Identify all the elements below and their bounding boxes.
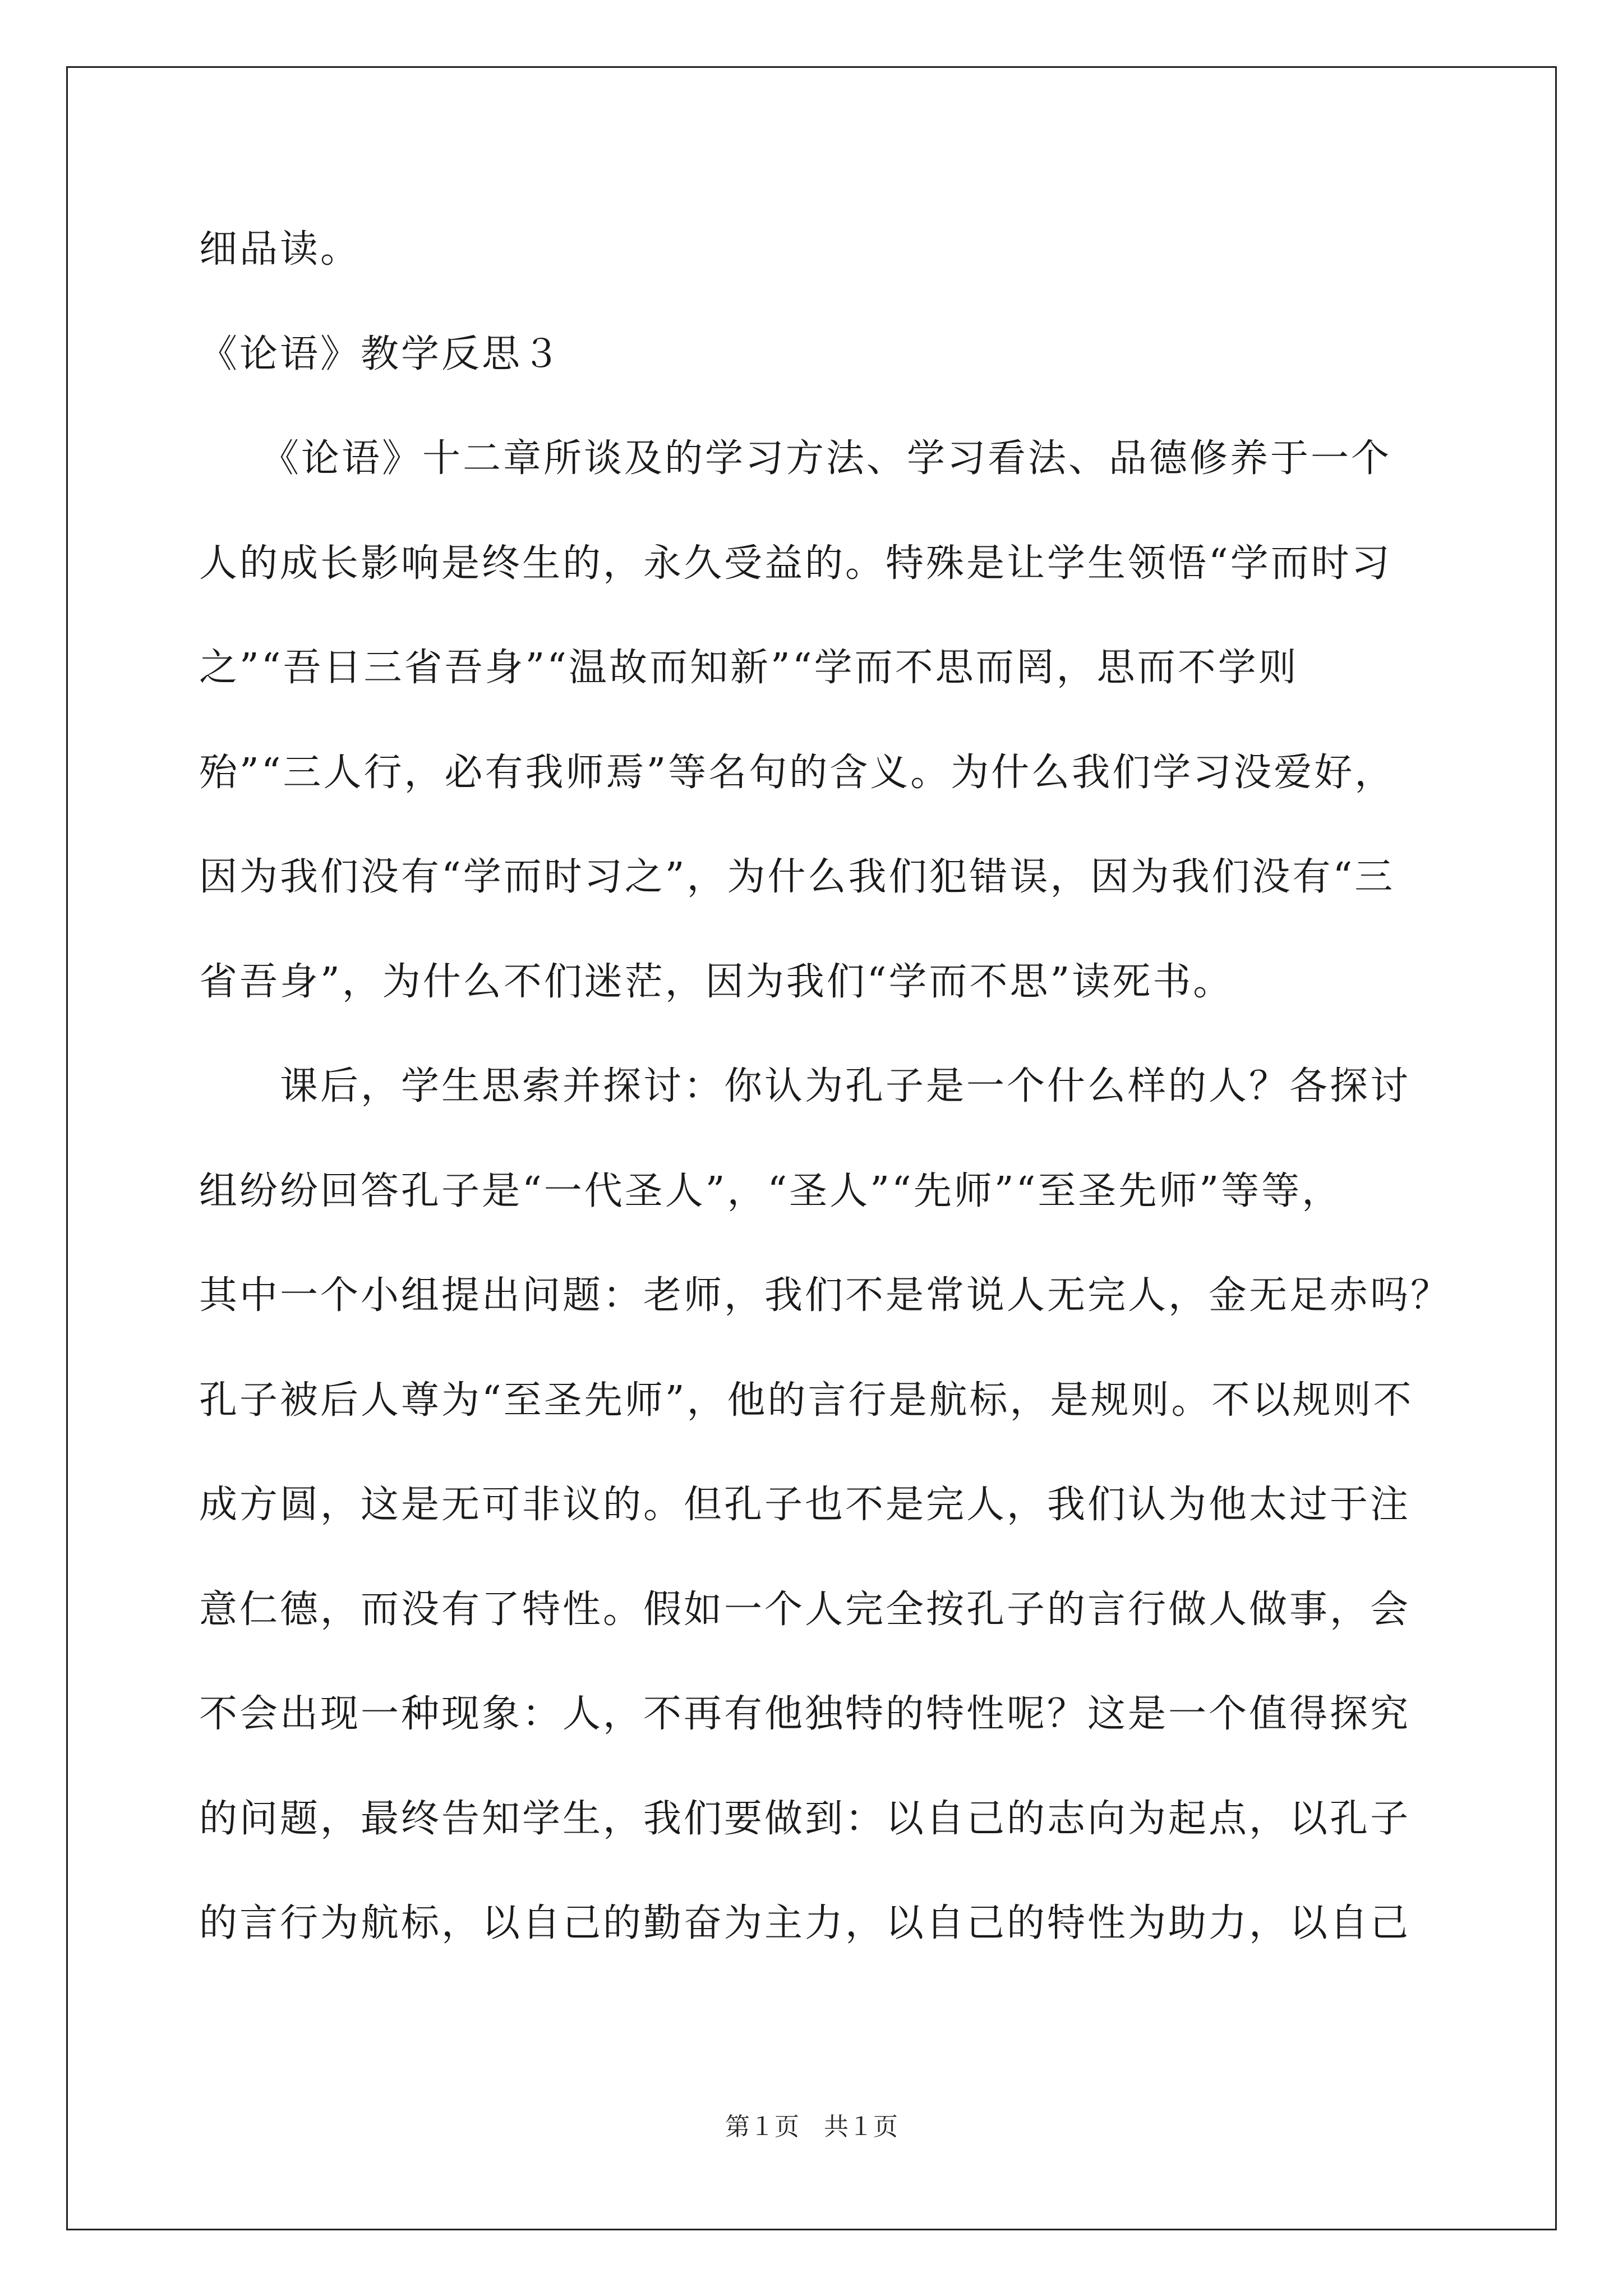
text-line: 《论语》十二章所谈及的学习方法、学习看法、品德修养于一个 [199,436,1392,481]
text-line: 其中一个小组提出问题：老师，我们不是常说人无完人，金无足赤吗？ [199,1273,1451,1318]
text-line: 之”“吾日三省吾身”“温故而知新”“学而不思而罔，思而不学则 [199,646,1299,690]
document-body [199,222,1451,2000]
text-line: 省吾身”，为什么不们迷茫，因为我们“学而不思”读死书。 [199,959,1234,1004]
page-footer: 第１页 共１页 [725,2113,898,2141]
text-line: 不会出现一种现象：人，不再有他独特的特性呢？这是一个值得探究 [199,1692,1411,1736]
text-line: 课后，学生思索并探讨：你认为孔子是一个什么样的人？各探讨 [199,1064,1411,1108]
section-heading: 《论语》教学反思３ [199,332,563,376]
text-line: 的问题，最终告知学生，我们要做到：以自己的志向为起点，以孔子 [199,1796,1411,1841]
text-line: 意仁德，而没有了特性。假如一个人完全按孔子的言行做人做事，会 [199,1587,1411,1632]
text-line: 细品读。 [199,227,361,272]
text-line: 成方圆，这是无可非议的。但孔子也不是完人，我们认为他太过于注 [199,1483,1411,1527]
text-line: 因为我们没有“学而时习之”，为什么我们犯错误，因为我们没有“三 [199,855,1395,899]
text-line: 的言行为航标，以自己的勤奋为主力，以自己的特性为助力，以自己 [199,1901,1411,1945]
text-line: 组纷纷回答孔子是“一代圣人”，“圣人”“先师”“至圣先师”等等， [199,1168,1343,1213]
text-line: 人的成长影响是终生的，永久受益的。特殊是让学生领悟“学而时习 [199,541,1392,586]
text-line: 殆”“三人行，必有我师焉”等名句的含义。为什么我们学习没爱好， [199,750,1395,795]
text-line: 孔子被后人尊为“至圣先师”，他的言行是航标，是规则。不以规则不 [199,1378,1414,1423]
